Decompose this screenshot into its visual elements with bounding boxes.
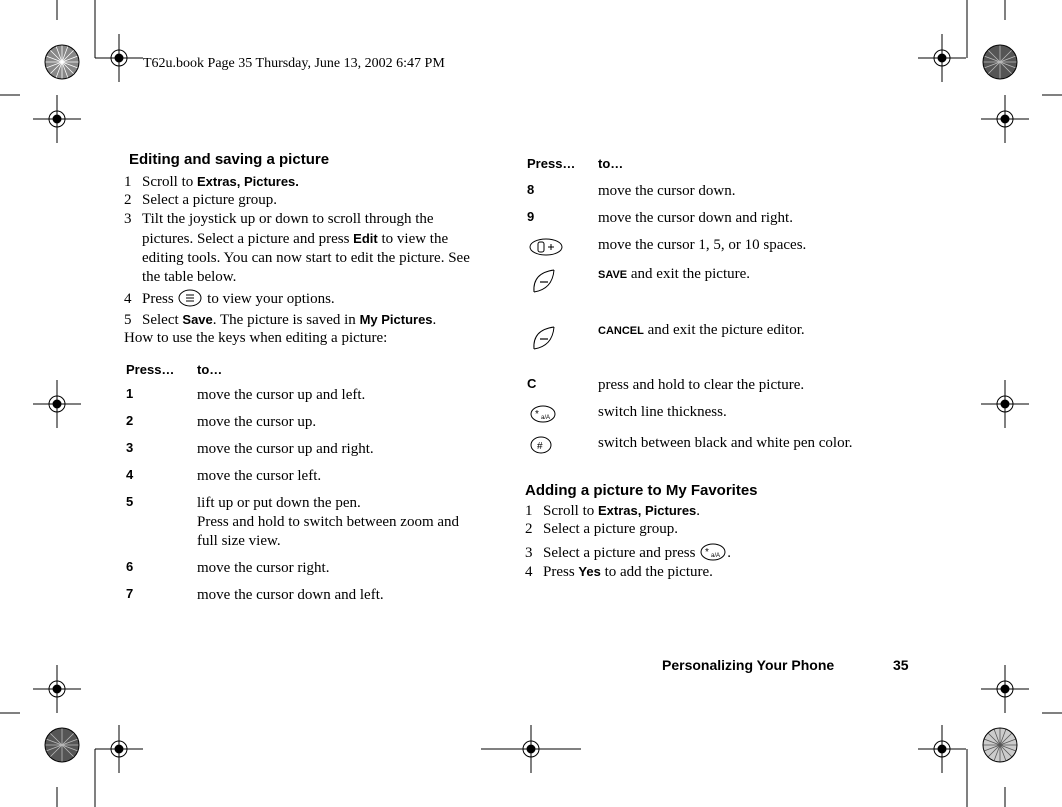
- left-step-1: 1 Scroll to Extras, Pictures.: [124, 174, 299, 190]
- registration-mark: [95, 34, 143, 82]
- registration-mark: [918, 725, 966, 773]
- starburst-mark: [983, 45, 1017, 79]
- star-key-icon: [529, 405, 557, 423]
- footer-title: Personalizing Your Phone: [662, 657, 835, 673]
- key-label: 4: [126, 467, 134, 482]
- key-label: 3: [126, 440, 134, 455]
- menu-key-icon: [177, 289, 203, 307]
- registration-mark: [918, 34, 966, 82]
- table-header-press: Press…: [126, 362, 175, 377]
- key-label: 6: [126, 559, 134, 574]
- starburst-mark: [983, 728, 1017, 762]
- volume-key-icon: [528, 238, 564, 256]
- svg-text:*: *: [535, 409, 539, 420]
- table-header-press: Press…: [527, 156, 576, 171]
- key-label: 7: [126, 586, 134, 601]
- starburst-mark: [45, 45, 79, 79]
- key-description: move the cursor up and right.: [197, 441, 374, 457]
- key-description: lift up or put down the pen. Press and hold to switch between zoom and full size view.: [197, 495, 460, 549]
- key-description: SAVE and exit the picture.: [598, 266, 751, 282]
- key-label: 9: [527, 209, 535, 224]
- svg-text:#: #: [537, 441, 543, 452]
- star-key-icon: [699, 543, 727, 561]
- key-description: press and hold to clear the picture.: [598, 377, 805, 393]
- key-description: move the cursor down and left.: [197, 587, 384, 603]
- section-heading-editing: Editing and saving a picture: [129, 151, 330, 168]
- right-step-2: 2 Select a picture group.: [525, 521, 678, 537]
- registration-mark: [481, 725, 581, 773]
- key-label: 1: [126, 386, 134, 401]
- key-description: move the cursor up.: [197, 414, 317, 430]
- left-step-2: 2 Select a picture group.: [124, 192, 277, 208]
- svg-text:*: *: [705, 547, 710, 558]
- registration-mark: [33, 95, 81, 143]
- left-step-3: 3 Tilt the joystick up or down to scroll through the pictures. Select a picture and press Edit to view the editing tools. You can now start to edit the picture. See the table below.: [124, 211, 470, 285]
- registration-mark: [33, 380, 81, 428]
- svg-text:a/A: a/A: [711, 553, 721, 559]
- print-header: T62u.book Page 35 Thursday, June 13, 2002 6:47 PM: [143, 56, 445, 71]
- registration-mark: [981, 95, 1029, 143]
- key-label: C: [527, 376, 537, 391]
- hash-key-icon: [529, 436, 553, 454]
- page-number: 35: [893, 657, 909, 673]
- right-step-1: 1 Scroll to Extras, Pictures.: [525, 503, 701, 519]
- left-step-5: 5 Select Save. The picture is saved in My Pictures.: [124, 312, 437, 328]
- key-description: move the cursor up and left.: [197, 387, 366, 403]
- key-description: move the cursor down.: [598, 183, 736, 199]
- key-description: switch line thickness.: [598, 404, 727, 420]
- key-description: move the cursor left.: [197, 468, 322, 484]
- right-step-4: 4 Press Yes to add the picture.: [525, 564, 713, 580]
- key-description: move the cursor right.: [197, 560, 330, 576]
- section-heading-favorites: Adding a picture to My Favorites: [525, 482, 758, 499]
- table-header-to: to…: [598, 156, 624, 171]
- key-description: move the cursor down and right.: [598, 210, 793, 226]
- key-description: move the cursor 1, 5, or 10 spaces.: [598, 237, 807, 253]
- registration-mark: [33, 665, 81, 713]
- soft-key-icon: [529, 325, 559, 351]
- table-header-to: to…: [197, 362, 223, 377]
- left-step-4: 4 Press to view your options.: [124, 291, 335, 307]
- registration-mark: [981, 665, 1029, 713]
- key-description: switch between black and white pen color.: [598, 435, 853, 451]
- registration-mark: [95, 725, 143, 773]
- key-description: CANCEL and exit the picture editor.: [598, 322, 805, 338]
- starburst-mark: [45, 728, 79, 762]
- soft-key-icon: [529, 268, 559, 294]
- key-label: 8: [527, 182, 535, 197]
- key-label: 5: [126, 494, 134, 509]
- howto-text: How to use the keys when editing a picture:: [124, 330, 388, 346]
- svg-text:a/A: a/A: [541, 415, 551, 421]
- registration-mark: [981, 380, 1029, 428]
- key-label: 2: [126, 413, 134, 428]
- right-step-3: 3 Select a picture and press * a/A .: [525, 545, 731, 561]
